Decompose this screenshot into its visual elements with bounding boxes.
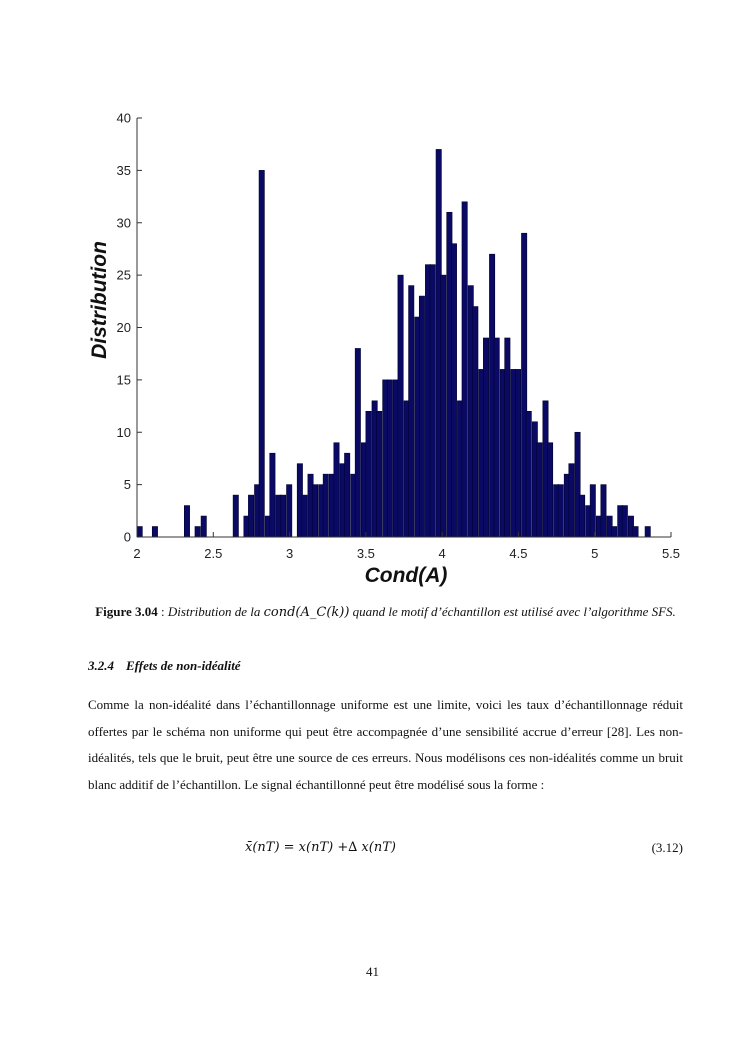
histogram-bar (152, 527, 157, 537)
caption-separator: : (157, 604, 168, 619)
y-tick-label: 5 (123, 477, 131, 493)
histogram-bar (344, 453, 349, 537)
histogram-bar (377, 411, 382, 537)
figure-label: Figure 3.04 (95, 604, 158, 619)
histogram-bar (611, 527, 616, 537)
histogram-bar (601, 485, 606, 537)
histogram-bar (323, 474, 328, 537)
x-tick-label: 4.5 (509, 546, 528, 561)
section-heading (88, 658, 241, 674)
histogram-bar (590, 485, 595, 537)
histogram-bar (137, 527, 142, 537)
histogram-bar (409, 286, 414, 537)
histogram-bar (579, 495, 584, 537)
x-axis-title: Cond(A) (364, 564, 448, 587)
x-tick-label: 4 (438, 546, 446, 561)
x-tick-label: 3.5 (356, 546, 375, 561)
histogram-bar (462, 202, 467, 537)
histogram-bar (537, 443, 542, 537)
histogram-bar (558, 485, 563, 537)
histogram-bar (494, 338, 499, 537)
histogram-bars (137, 149, 650, 537)
histogram-bar (312, 485, 317, 537)
histogram-bar (270, 453, 275, 537)
x-tick-label: 5.5 (661, 546, 681, 561)
caption-text-before: Distribution de la (167, 604, 264, 619)
x-tick-label: 2 (133, 546, 141, 561)
section-number: 3.2.4 (88, 658, 114, 673)
histogram-bar (473, 307, 478, 537)
histogram-bar (441, 275, 446, 537)
y-tick-label: 20 (116, 320, 131, 335)
section-title: Effets de non-idéalité (126, 658, 241, 673)
histogram-bar (355, 348, 360, 537)
histogram-bar (451, 244, 456, 537)
caption-text-after: quand le motif d’échantillon est utilisé avec l’algorithme SFS. (349, 604, 676, 619)
y-tick-label: 30 (116, 215, 131, 231)
histogram-bar (645, 527, 650, 537)
x-tick-label: 2.5 (204, 546, 223, 561)
equation (88, 840, 683, 862)
histogram-bar (366, 411, 371, 537)
histogram-bar (526, 411, 531, 537)
histogram-bar (483, 338, 488, 537)
y-axis-title: Distribution (88, 241, 111, 359)
y-tick-label: 15 (116, 372, 131, 388)
page-number: 41 (366, 964, 379, 979)
histogram-bar (430, 265, 435, 537)
histogram-bar (259, 170, 264, 537)
y-tick-label: 0 (123, 529, 131, 545)
histogram-bar (201, 516, 206, 537)
histogram-bar (287, 485, 292, 537)
histogram-bar (398, 275, 403, 537)
equation-expression: x̄(nT) = x(nT) +∆ x(nT) (245, 840, 396, 855)
histogram-bar (505, 338, 510, 537)
histogram-bar (195, 527, 200, 537)
x-tick-label: 3 (285, 546, 294, 561)
histogram-bar (334, 443, 339, 537)
x-tick-label: 5 (591, 546, 599, 561)
body-paragraph: Comme la non-idéalité dans l’échantillonnage uniforme est une limite, voici les taux d’échantillonnage réduit offertes par le schéma non uniforme qui peut être accompagnée d’une sensibilité accrue d’erreur [28]. Les non-idéalités, tels que le bruit, peut être une source de ces erreurs. Nous modélisons ces non-idéalités comme un bruit blanc additif de l’échantillon. Le signal échantillonné peut être modélisé sous la forme : (88, 697, 683, 792)
figure-caption (88, 604, 683, 621)
histogram-bar (280, 495, 285, 537)
y-tick-label: 25 (116, 267, 131, 283)
y-tick-label: 40 (116, 110, 131, 126)
histogram-bar (515, 369, 520, 537)
equation-number: (3.12) (651, 840, 683, 855)
y-tick-label: 35 (116, 162, 131, 178)
caption-math: cond(A_C(k)) (263, 605, 350, 620)
histogram-bar (387, 380, 392, 537)
histogram-bar (248, 495, 253, 537)
histogram-bar (184, 506, 189, 537)
histogram-bar (233, 495, 238, 537)
histogram-bar (569, 464, 574, 537)
histogram-bar (302, 495, 307, 537)
histogram-bar (622, 506, 627, 537)
histogram-bar (419, 296, 424, 537)
y-tick-label: 10 (116, 424, 131, 440)
distribution-histogram (80, 100, 690, 590)
histogram-bar (547, 443, 552, 537)
histogram-bar (633, 527, 638, 537)
